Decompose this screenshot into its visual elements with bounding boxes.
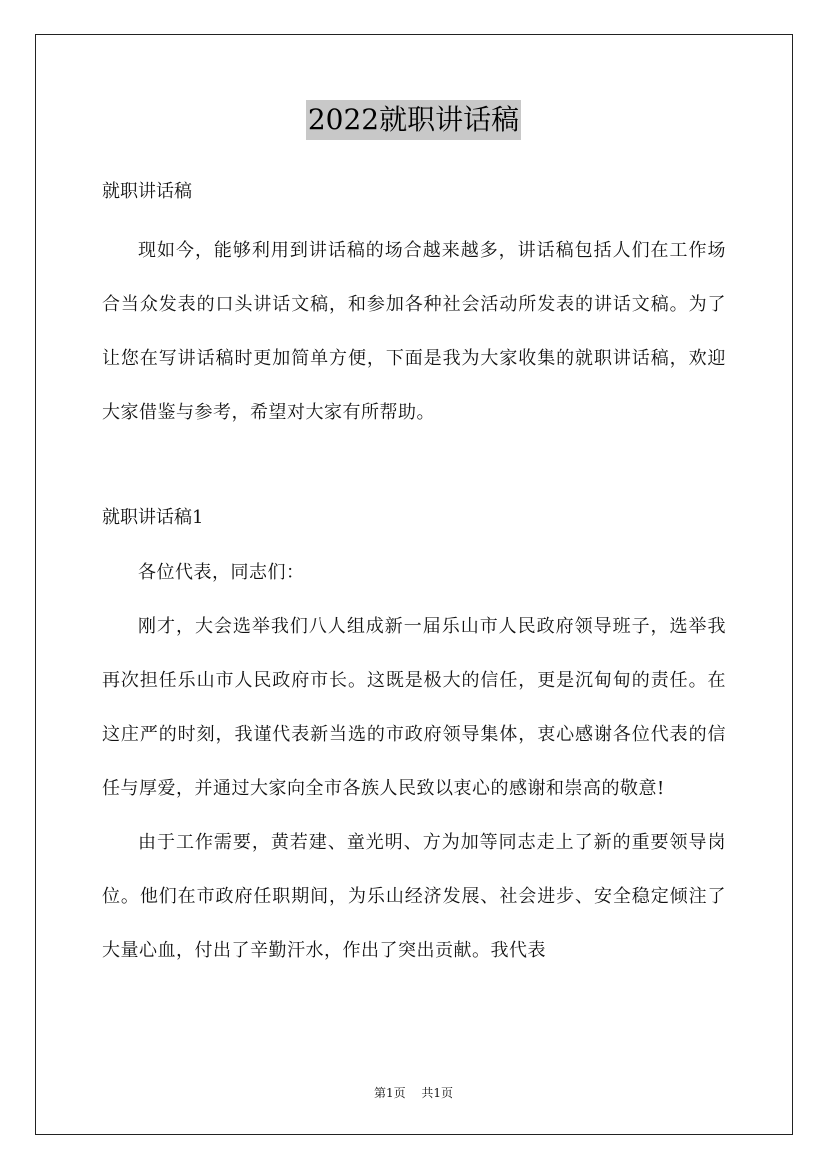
page-footer: [0, 1084, 827, 1101]
document-title: 2022就职讲话稿: [306, 100, 521, 140]
section-heading: 就职讲话稿1: [102, 507, 204, 528]
intro-heading: 就职讲话稿: [102, 181, 192, 202]
body-paragraph-2: 由于工作需要，黄若建、童光明、方为加等同志走上了新的重要领导岗位。他们在市政府任职期间，为乐山经济发展、社会进步、安全稳定倾注了大量心血，付出了辛勤汗水，作出了突出贡献。我代表: [102, 832, 726, 961]
salutation: 各位代表，同志们：: [138, 562, 305, 583]
page-number: 第1页: [373, 1086, 406, 1100]
document-body: [102, 170, 726, 978]
spacer: [102, 440, 726, 496]
intro-paragraph: 现如今，能够利用到讲话稿的场合越来越多，讲话稿包括人们在工作场合当众发表的口头讲话文稿，和参加各种社会活动所发表的讲话文稿。为了让您在写讲话稿时更加简单方便，下面是我为大家收集的就职讲话稿，欢迎大家借鉴与参考，希望对大家有所帮助。: [102, 240, 726, 423]
title-container: [0, 100, 827, 140]
total-pages: 共1页: [421, 1086, 454, 1100]
spacer: [102, 214, 726, 224]
body-paragraph-1: 刚才，大会选举我们八人组成新一届乐山市人民政府领导班子，选举我再次担任乐山市人民政府市长。这既是极大的信任，更是沉甸甸的责任。在这庄严的时刻，我谨代表新当选的市政府领导集体，衷心感谢各位代表的信任与厚爱，并通过大家向全市各族人民致以衷心的感谢和崇高的敬意!: [102, 616, 726, 799]
